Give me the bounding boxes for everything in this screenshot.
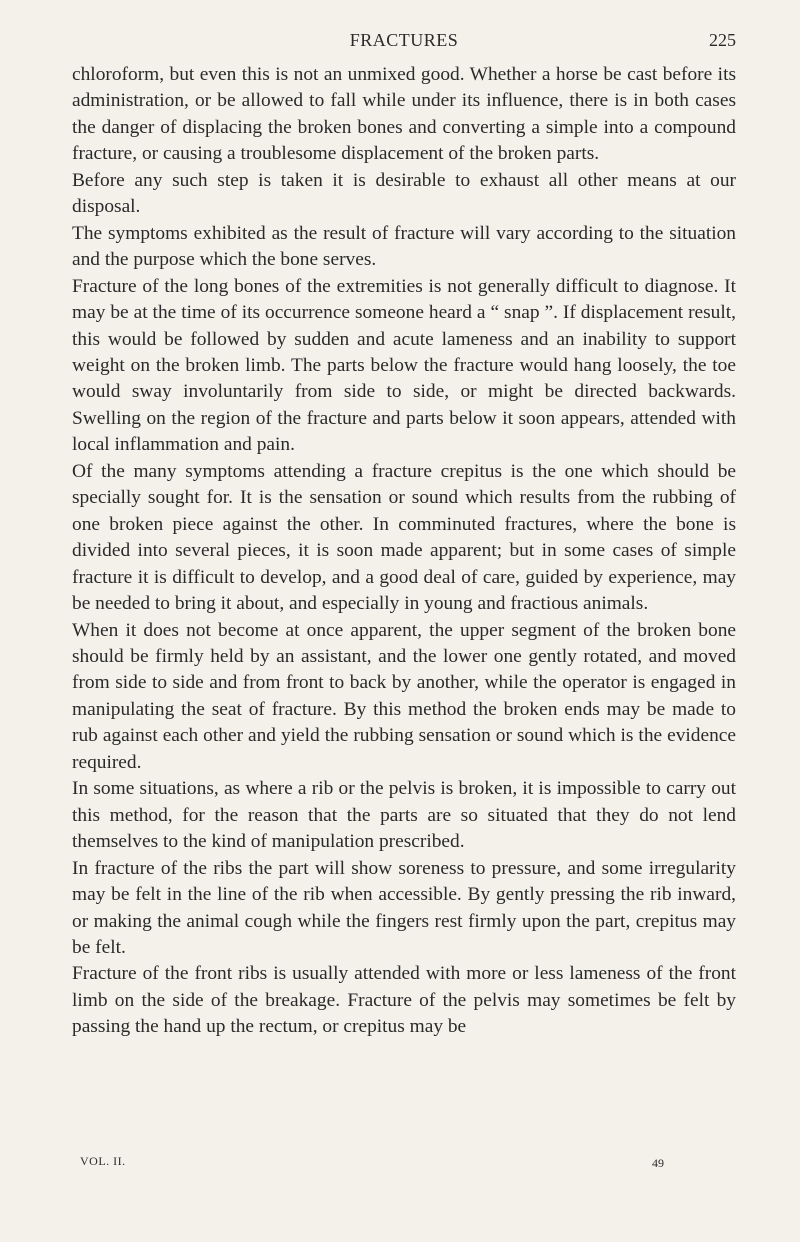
signature-mark: 49	[652, 1156, 664, 1170]
page-number: 225	[709, 30, 736, 50]
paragraph: In fracture of the ribs the part will show soreness to pressure, and some irregularity may be felt in the line of the rib when accessible. By gently pressing the rib inward, or making the animal cough while the fingers rest firmly upon the part, crepitus may be felt.	[72, 857, 736, 958]
running-title: FRACTURES	[349, 30, 459, 50]
paragraph: Before any such step is taken it is desirable to exhaust all other means at our disposal.	[72, 169, 736, 218]
paragraph: Of the many symptoms attending a fracture crepitus is the one which should be specially sought for. It is the sensation or sound which results from the rubbing of one broken piece against the other. In comminuted fractures, where the bone is divided into several pieces, it is soon made apparent; but in some cases of simple fracture it is difficult to develop, and a good deal of care, guided by experience, may be needed to bring it about, and especially in young and fractious animals.	[72, 460, 736, 615]
running-head	[72, 30, 736, 54]
paragraph: In some situations, as where a rib or the pelvis is broken, it is impossible to carry out this method, for the reason that the parts are so situated that they do not lend themselves to the kind of manipulation prescribed.	[72, 778, 736, 853]
paragraph: When it does not become at once apparent, the upper segment of the broken bone should be firmly held by an assistant, and the lower one gently rotated, and moved from side to side and from front to back by another, while the operator is engaged in manipulating the seat of fracture. By this method the broken ends may be made to rub against each other and yield the rubbing sensation or sound which is the evidence required.	[72, 619, 736, 773]
paragraph: Fracture of the long bones of the extremities is not generally difficult to diagnose. It may be at the time of its occurrence someone heard a “ snap ”. If displacement result, this would be followed by sudden and acute lameness and an inability to support weight on the broken limb. The parts below the fracture would hang loosely, the toe would sway involuntarily from side to side, or might be directed backwards. Swelling on the region of the fracture and parts below it soon appears, attended with local inflammation and pain.	[72, 275, 736, 456]
body-text	[72, 62, 736, 1041]
paragraph: Fracture of the front ribs is usually attended with more or less lameness of the front limb on the side of the breakage. Fracture of the pelvis may sometimes be felt by passing the hand up the rectum, or crepitus may be	[72, 963, 736, 1038]
paragraph: chloroform, but even this is not an unmixed good. Whether a horse be cast before its administration, or be allowed to fall while under its influence, there is in both cases the danger of displacing the broken bones and converting a simple into a compound fracture, or causing a troublesome displacement of the broken parts.	[72, 64, 736, 165]
page-footer	[72, 1154, 736, 1174]
paragraph: The symptoms exhibited as the result of fracture will vary according to the situation and the purpose which the bone serves.	[72, 222, 736, 271]
volume-label: VOL. II.	[80, 1154, 126, 1168]
